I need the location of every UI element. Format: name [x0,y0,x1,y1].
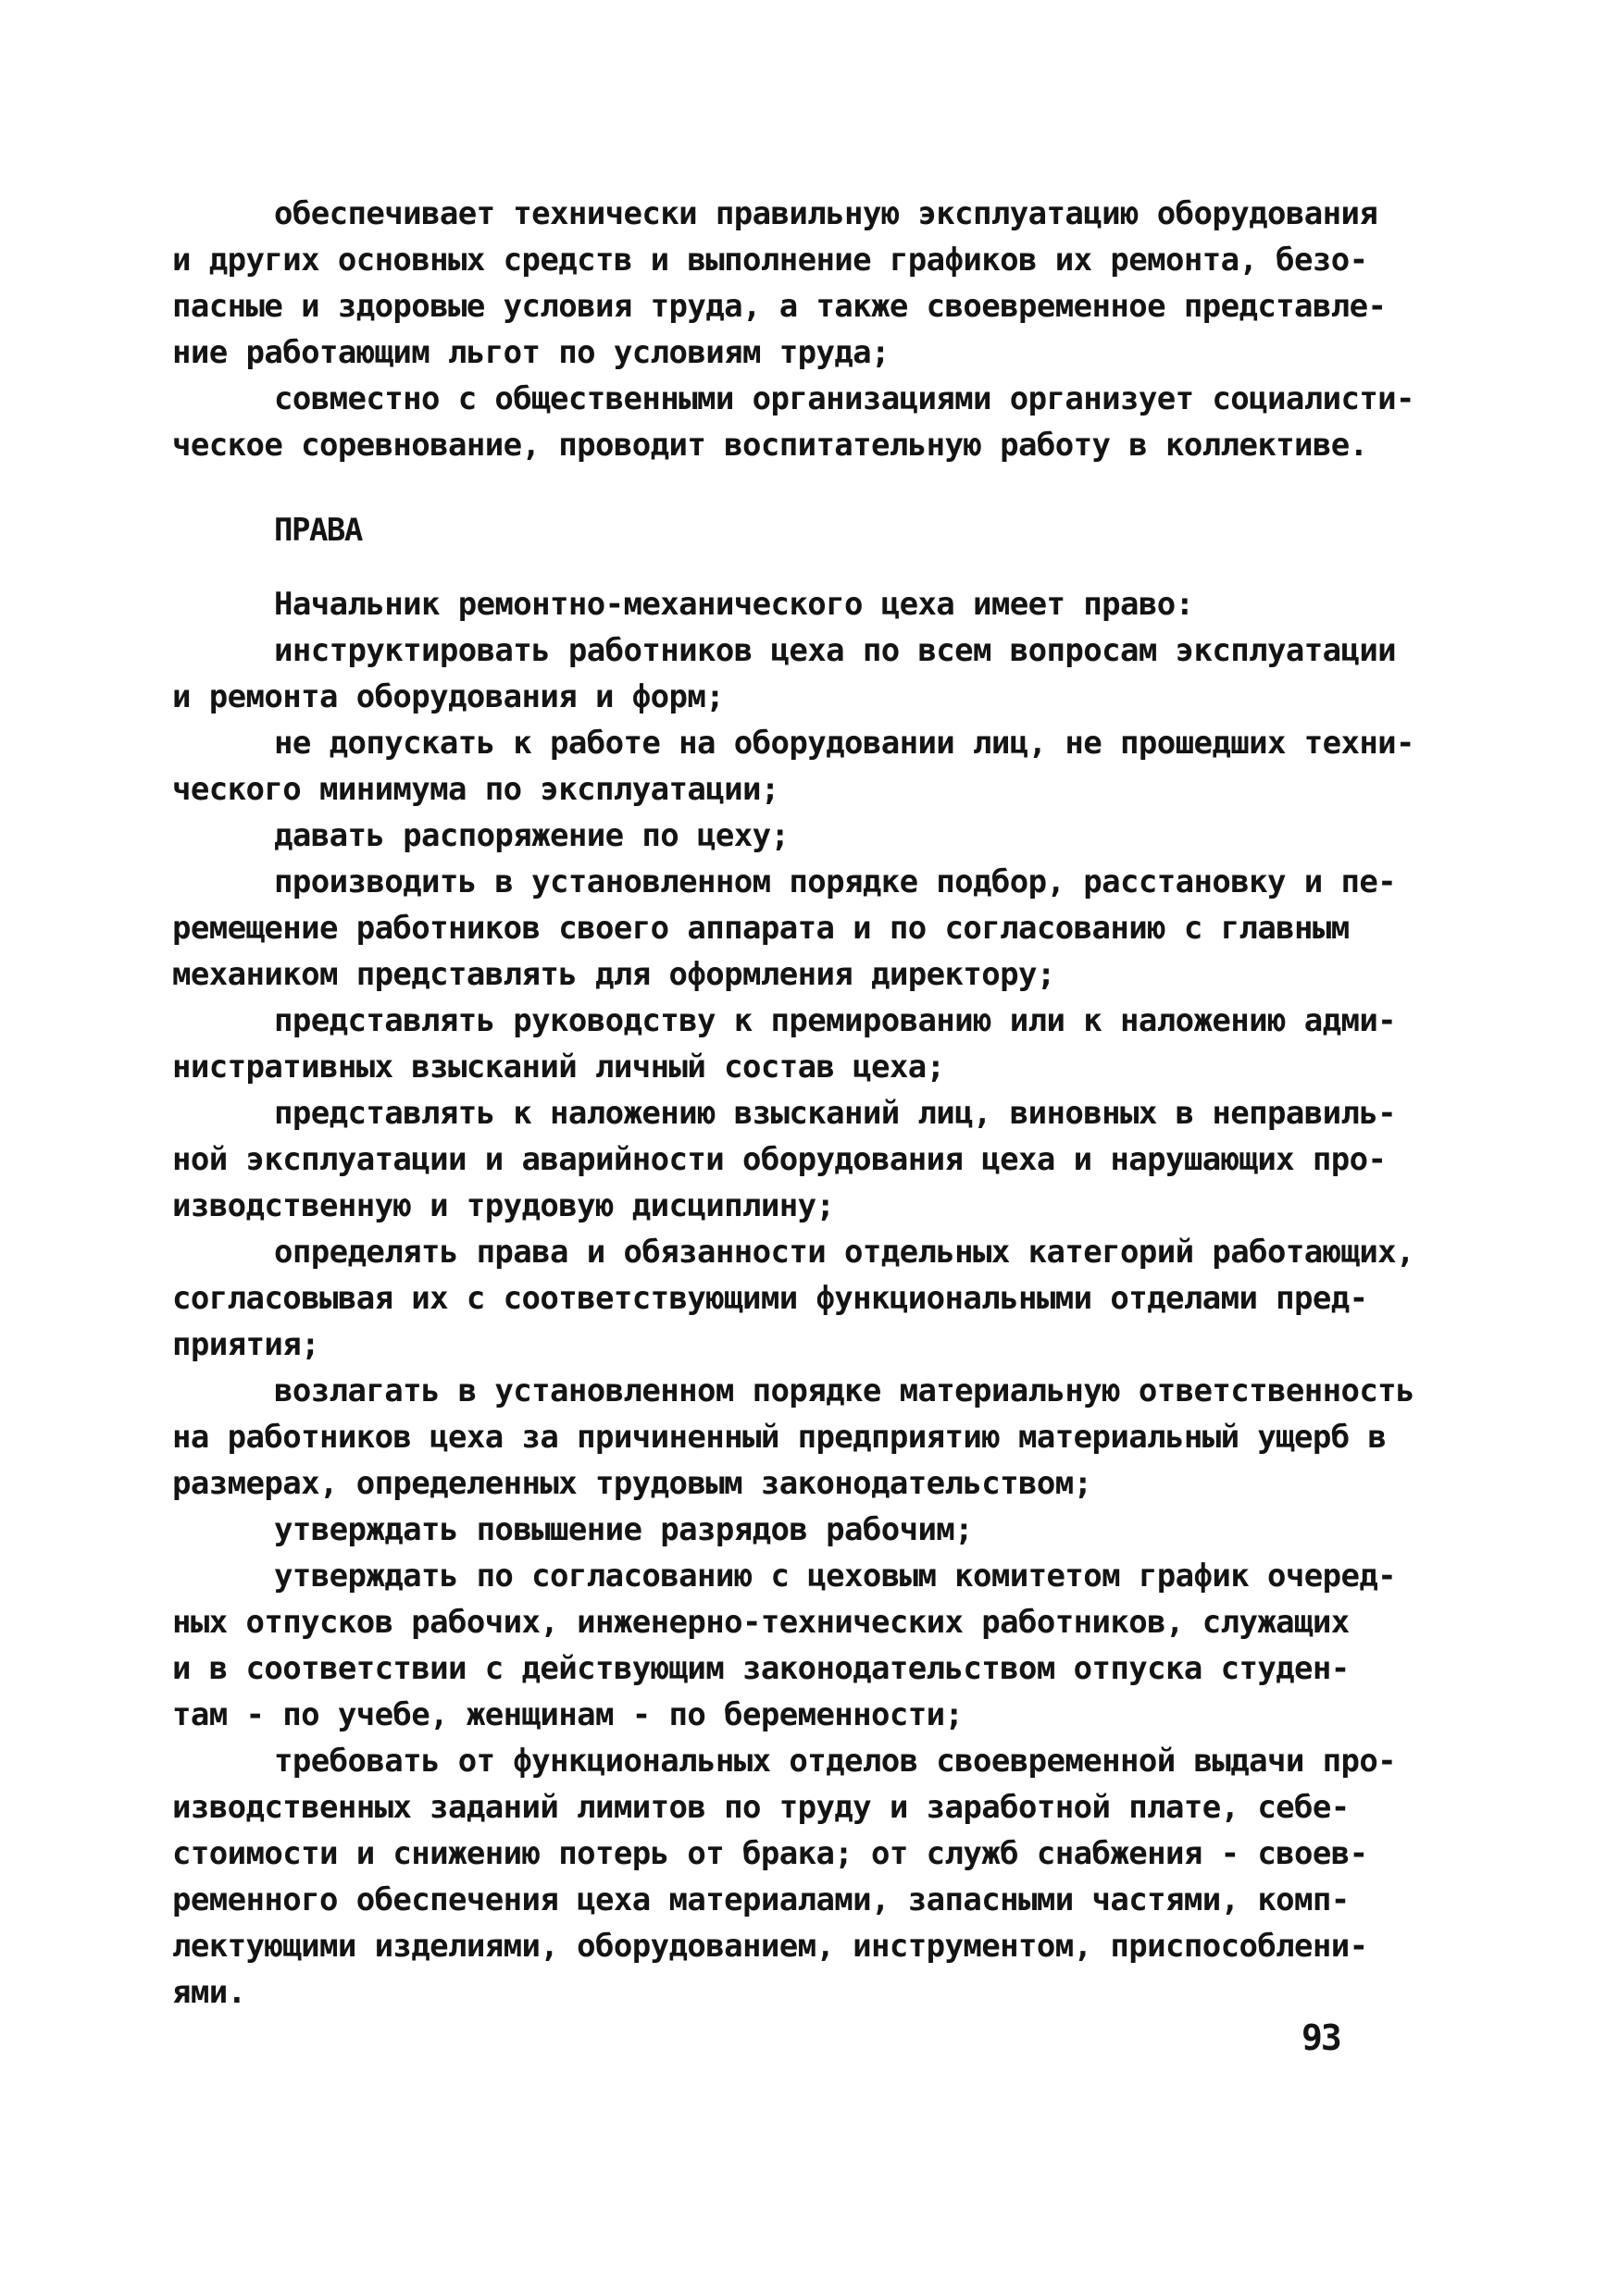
text-line: ремещение работников своего аппарата и по согласованию с главным [172,910,1350,947]
text-line: не допускать к работе на оборудовании лиц, не прошедших техни- [274,725,1414,762]
text-line: возлагать в установленном порядке материальную ответственность [274,1372,1414,1409]
text-line: утверждать по согласованию с цеховым комитетом график очеред- [274,1558,1397,1595]
text-line: ческое соревнование, проводит воспитательную работу в коллективе. [172,427,1368,464]
text-line: давать распоряжение по цеху; [274,817,790,854]
text-line: ческого минимума по эксплуатации; [172,771,779,808]
text-line: определять права и обязанности отдельных категорий работающих, [274,1234,1414,1271]
text-line: стоимости и снижению потерь от брака; от служб снабжения - своев- [172,1835,1368,1872]
text-line: обеспечивает технически правильную эксплуатацию оборудования [274,195,1378,232]
text-line: инструктировать работников цеха по всем вопросам эксплуатации [274,632,1397,669]
text-line: ных отпусков рабочих, инженерно-технических работников, служащих [172,1604,1350,1641]
text-line: пасные и здоровые условия труда, а также своевременное представле- [172,288,1387,325]
text-line: там - по учебе, женщинам - по беременности; [172,1696,964,1733]
text-line: изводственную и трудовую дисциплину; [172,1187,835,1224]
text-line: согласовывая их с соответствующими функциональными отделами пред- [172,1280,1368,1317]
text-line: и других основных средств и выполнение графиков их ремонта, безо- [172,242,1368,279]
text-line: на работников цеха за причиненный предприятию материальный ущерб в [172,1419,1387,1456]
text-line: ями. [172,1974,246,2011]
text-line: лектующими изделиями, оборудованием, инструментом, приспособлени- [172,1928,1368,1965]
text-line: и в соответствии с действующим законодательством отпуска студен- [172,1650,1350,1687]
text-line: утверждать повышение разрядов рабочим; [274,1511,974,1548]
section-heading: ПРАВА [274,512,362,549]
text-line: Начальник ремонтно-механического цеха имеет право: [274,586,1194,623]
text-line: ние работающим льгот по условиям труда; [172,334,890,371]
rights-list [172,581,1468,2016]
text-line: размерах, определенных трудовым законодательством; [172,1465,1092,1502]
text-line: нистративных взысканий личный состав цеха; [172,1049,945,1086]
text-line: представлять к наложению взысканий лиц, виновных в неправиль- [274,1095,1397,1132]
text-line: представлять руководству к премированию или к наложению адми- [274,1002,1397,1039]
page-number: 93 [1301,2017,1340,2058]
text-line: ной эксплуатации и аварийности оборудования цеха и нарушающих про- [172,1141,1387,1178]
text-line: изводственных заданий лимитов по труду и заработной плате, себе- [172,1789,1350,1826]
text-line: ременного обеспечения цеха материалами, запасными частями, комп- [172,1881,1350,1918]
text-line: совместно с общественными организациями организует социалисти- [274,380,1414,417]
text-line: и ремонта оборудования и форм; [172,678,725,715]
text-line: производить в установленном порядке подбор, расстановку и пе- [274,863,1397,900]
text-line: приятия; [172,1326,319,1363]
text-line: требовать от функциональных отделов своевременной выдачи про- [274,1743,1397,1780]
intro-paragraphs [172,191,1468,468]
text-line: механиком представлять для оформления директору; [172,956,1055,993]
